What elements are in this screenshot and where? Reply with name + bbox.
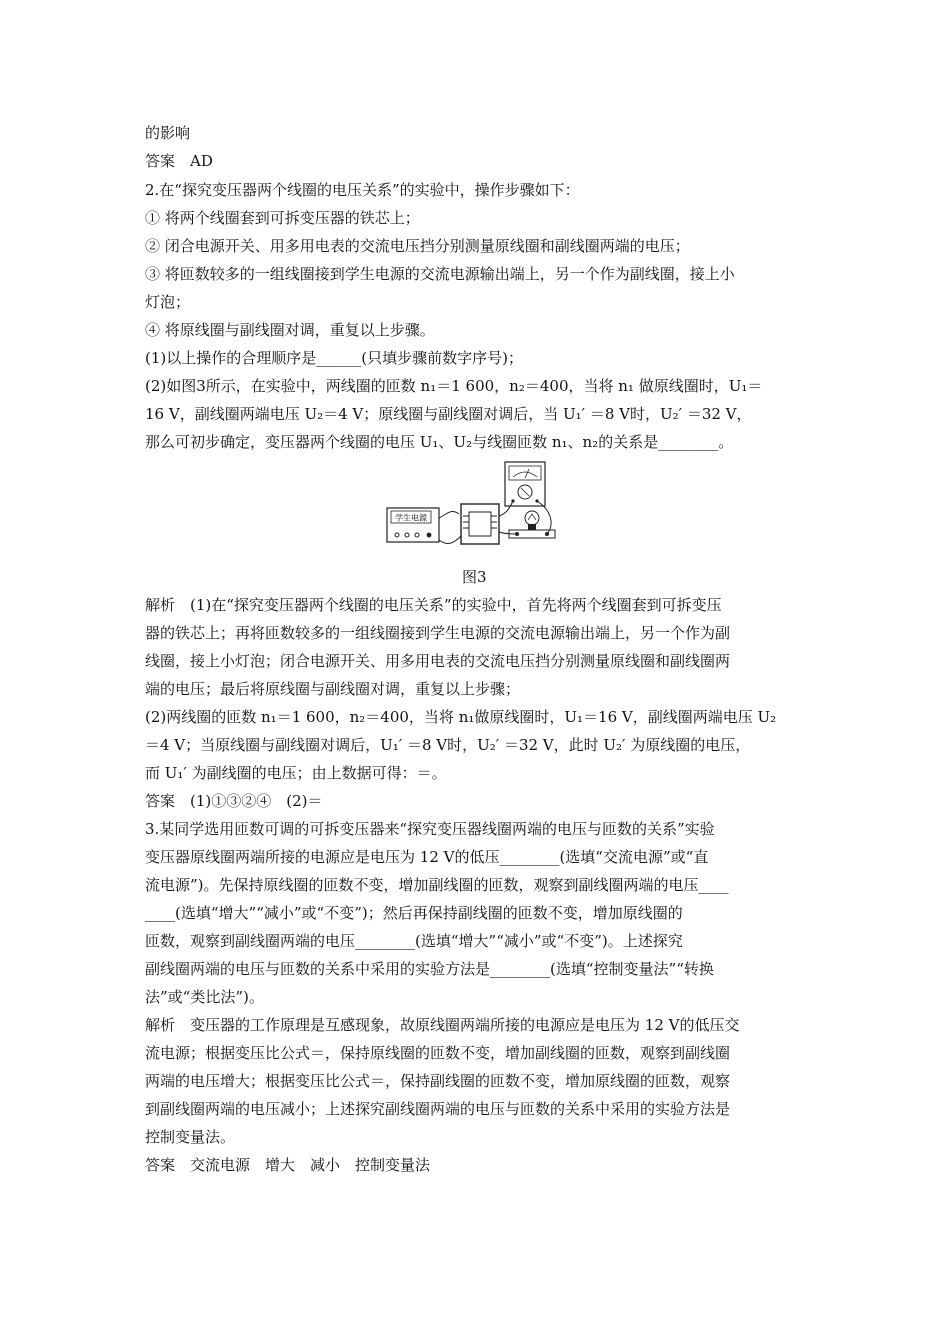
answer-line: 答案 交流电源 增大 减小 控制变量法 xyxy=(145,1156,431,1174)
power-supply-label: 学生电源 xyxy=(395,513,427,523)
analysis-line: 解析 (1)在“探究变压器两个线圈的电压关系”的实验中，首先将两个线圈套到可拆变压 xyxy=(145,596,722,614)
analysis-line: 流电源；根据变压比公式＝，保持原线圈的匝数不变，增加副线圈的匝数，观察到副线圈 xyxy=(145,1044,731,1062)
step-1: ① 将两个线圈套到可拆变压器的铁芯上； xyxy=(145,209,420,227)
analysis-line: 解析 变压器的工作原理是互感现象，故原线圈两端所接的电源应是电压为 12 V的低压交 xyxy=(145,1016,740,1034)
question-3-line: 副线圈两端的电压与匝数的关系中采用的实验方法是________(选填“控制变量法”“转换 xyxy=(145,960,714,978)
analysis-line: 线圈，接上小灯泡；闭合电源开关、用多用电表的交流电压挡分别测量原线圈和副线圈两 xyxy=(145,652,731,670)
question-3-line: 流电源”)。先保持原线圈的匝数不变，增加副线圈的匝数，观察到副线圈两端的电压____ xyxy=(145,876,729,894)
analysis-line: 器的铁芯上；再将匝数较多的一组线圈接到学生电源的交流电源输出端上，另一个作为副 xyxy=(145,624,731,642)
sub-question-2: (2)如图3所示，在实验中，两线圈的匝数 n₁＝1 600，n₂＝400，当将 n₁ 做原线圈时，U₁＝ xyxy=(145,377,763,395)
question-2-stem: 2.在“探究变压器两个线圈的电压关系”的实验中，操作步骤如下： xyxy=(145,181,580,199)
analysis-line: (2)两线圈的匝数 n₁＝1 600，n₂＝400，当将 n₁做原线圈时，U₁＝16 V，副线圈两端电压 U₂ xyxy=(145,708,777,726)
question-3-line: ____(选填“增大”“减小”或“不变”)；然后再保持副线圈的匝数不变，增加原线圈的 xyxy=(145,904,683,922)
analysis-line: 两端的电压增大；根据变压比公式＝，保持副线圈的匝数不变，增加原线圈的匝数，观察 xyxy=(145,1072,731,1090)
question-3-line: 匝数，观察到副线圈两端的电压________(选填“增大”“减小”或“不变”)。上述探究 xyxy=(145,932,683,950)
text-line: 的影响 xyxy=(145,124,191,142)
question-3-stem: 3.某同学选用匝数可调的可拆变压器来“探究变压器线圈两端的电压与匝数的关系”实验 xyxy=(145,820,715,838)
sub-question-2-cont: 16 V，副线圈两端电压 U₂＝4 V；原线圈与副线圈对调后，当 U₁′ ＝8 V时，U₂′ ＝32 V， xyxy=(145,405,752,423)
analysis-line: 而 U₁′ 为副线圈的电压；由上数据可得：＝。 xyxy=(145,764,447,782)
sub-question-2-cont: 那么可初步确定，变压器两个线圈的电压 U₁、U₂与线圈匝数 n₁、n₂的关系是________。 xyxy=(145,433,734,451)
transformer-circuit-figure xyxy=(385,458,565,558)
step-4: ④ 将原线圈与副线圈对调，重复以上步骤。 xyxy=(145,321,435,339)
step-3: ③ 将匝数较多的一组线圈接到学生电源的交流电源输出端上，另一个作为副线圈，接上小 xyxy=(145,265,735,283)
question-3-line: 变压器原线圈两端所接的电源应是电压为 12 V的低压________(选填“交流电源”或“直 xyxy=(145,848,709,866)
answer-line: 答案 (1)①③②④ (2)＝ xyxy=(145,792,323,810)
step-3-cont: 灯泡； xyxy=(145,293,191,311)
figure-caption: 图3 xyxy=(462,568,487,586)
analysis-line: 控制变量法。 xyxy=(145,1128,236,1146)
question-3-line: 法”或“类比法”)。 xyxy=(145,988,264,1006)
analysis-line: 端的电压；最后将原线圈与副线圈对调，重复以上步骤； xyxy=(145,680,521,698)
analysis-line: ＝4 V；当原线圈与副线圈对调后，U₁′ ＝8 V时，U₂′ ＝32 V，此时 U₂′ 为原线圈的电压， xyxy=(145,736,751,754)
analysis-line: 到副线圈两端的电压减小；上述探究副线圈两端的电压与匝数的关系中采用的实验方法是 xyxy=(145,1100,731,1118)
answer-line: 答案 AD xyxy=(145,152,213,170)
step-2: ② 闭合电源开关、用多用电表的交流电压挡分别测量原线圈和副线圈两端的电压； xyxy=(145,237,690,255)
sub-question-1: (1)以上操作的合理顺序是______(只填步骤前数字序号)； xyxy=(145,349,523,367)
